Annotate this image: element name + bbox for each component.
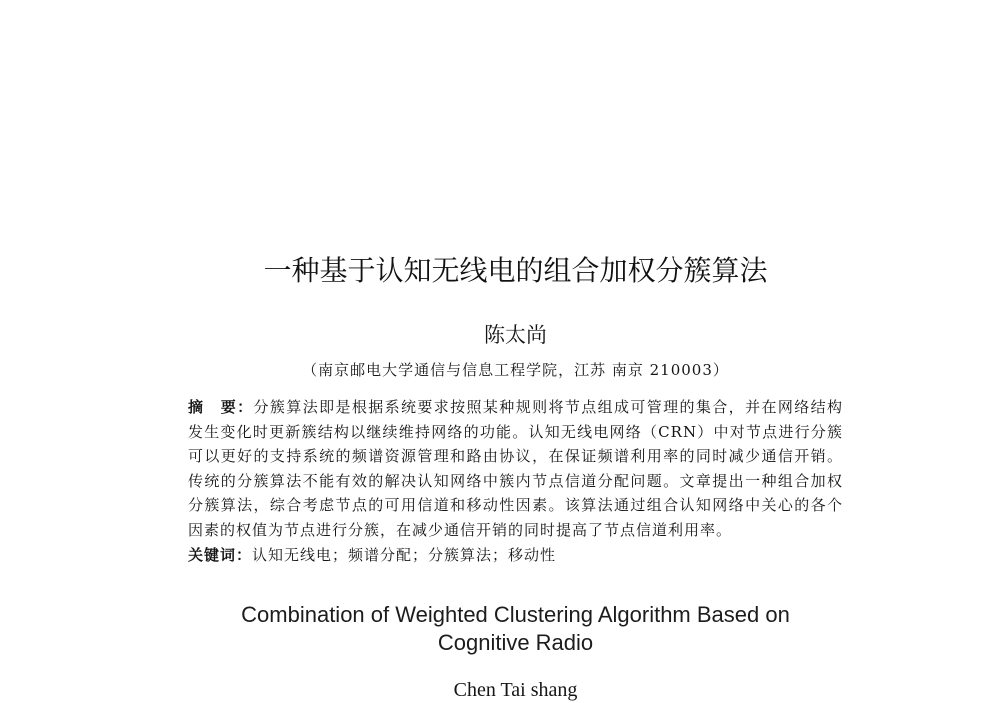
abstract-line: 发生变化时更新簇结构以继续维持网络的功能。认知无线电网络（CRN）中对节点进行分簇	[188, 422, 843, 441]
keywords-text: 认知无线电；频谱分配；分簇算法；移动性	[252, 545, 557, 564]
paper-title-cn: 一种基于认知无线电的组合加权分簇算法	[263, 254, 768, 287]
keywords-label: 关键词：	[188, 545, 253, 564]
author-name-en: Chen Tai shang	[453, 679, 578, 701]
abstract-line: 可以更好的支持系统的频谱资源管理和路由协议，在保证频谱利用率的同时减少通信开销。	[188, 447, 843, 466]
abstract-line	[188, 395, 843, 420]
abstract-line: 分簇算法，综合考虑节点的可用信道和移动性因素。该算法通过组合认知网络中关心的各个	[188, 496, 843, 515]
abstract-label: 摘 要：	[188, 398, 254, 416]
abstract-line-text: 分簇算法即是根据系统要求按照某种规则将节点组成可管理的集合，并在网络结构	[253, 398, 843, 416]
abstract-line: 传统的分簇算法不能有效的解决认知网络中簇内节点信道分配问题。文章提出一种组合加权	[188, 471, 843, 490]
abstract-line: 因素的权值为节点进行分簇，在减少通信开销的同时提高了节点信道利用率。	[188, 520, 733, 539]
keywords-line	[188, 543, 843, 568]
author-name-cn: 陈太尚	[484, 323, 547, 347]
paper-title-en	[188, 601, 843, 657]
paper-title-en-line: Combination of Weighted Clustering Algorithm Based on	[241, 602, 790, 627]
abstract-block	[188, 395, 843, 567]
affiliation-cn: （南京邮电大学通信与信息工程学院，江苏 南京 210003）	[302, 361, 729, 379]
paper-title-en-line: Cognitive Radio	[437, 630, 594, 655]
